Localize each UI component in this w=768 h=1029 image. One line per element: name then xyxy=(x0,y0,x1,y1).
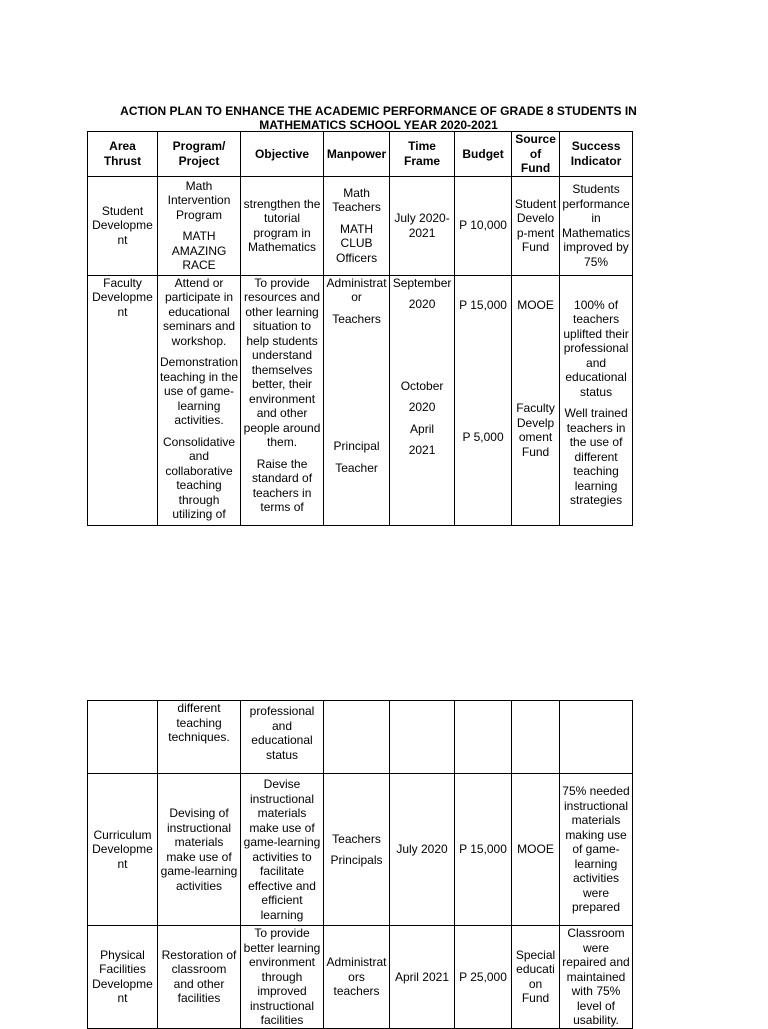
manpower-cell: Teachers Principals xyxy=(324,774,390,926)
header-area-thrust: Area Thrust xyxy=(88,132,158,177)
table-row-curriculum-development xyxy=(88,774,633,926)
header-budget: Budget xyxy=(455,132,512,177)
objective-cell: strengthen the tutorial program in Mathematics xyxy=(241,176,324,275)
header-row xyxy=(88,132,633,177)
action-plan-table-page-2 xyxy=(87,700,633,1029)
area-thrust-cell: Student Developme nt xyxy=(88,176,158,275)
program-cell: Attend or participate in educational seminars and workshop. Demonstration teaching in the use of game-learning activities. Consolidative and collaborative teaching through utilizing of xyxy=(158,275,241,525)
header-success-indicator: Success Indicator xyxy=(560,132,633,177)
program-cell: Math Intervention Program MATH AMAZING RACE xyxy=(158,176,241,275)
time-frame-cell: April 2021 xyxy=(390,926,455,1029)
objective-cell: professional and educational status xyxy=(241,701,324,774)
time-frame-cell xyxy=(390,701,455,774)
budget-cell xyxy=(455,701,512,774)
manpower-cell: Administrat or Teachers Principal Teacher xyxy=(324,275,390,525)
table-row-physical-facilities xyxy=(88,926,633,1029)
header-source-of-fund: Source of Fund xyxy=(512,132,560,177)
objective-cell: To provide better learning environment through improved instructional facilities xyxy=(241,926,324,1029)
area-thrust-cell: Faculty Developme nt xyxy=(88,275,158,525)
header-time-frame: Time Frame xyxy=(390,132,455,177)
header-objective: Objective xyxy=(241,132,324,177)
time-frame-cell: July 2020 xyxy=(390,774,455,926)
time-frame-cell: September 2020 October 2020 April 2021 xyxy=(390,275,455,525)
budget-cell: P 10,000 xyxy=(455,176,512,275)
action-plan-table-page-1 xyxy=(87,131,633,526)
source-of-fund-cell xyxy=(512,701,560,774)
header-program-project: Program/ Project xyxy=(158,132,241,177)
program-cell: Restoration of classroom and other facilities xyxy=(158,926,241,1029)
area-thrust-cell: Curriculum Developme nt xyxy=(88,774,158,926)
program-cell: Devising of instructional materials make use of game-learning activities xyxy=(158,774,241,926)
objective-cell: To provide resources and other learning situation to help students understand themselves better, their environment and other people around them. Raise the standard of teachers in terms of xyxy=(241,275,324,525)
budget-cell: P 15,000 xyxy=(455,774,512,926)
manpower-cell xyxy=(324,701,390,774)
document-title: ACTION PLAN TO ENHANCE THE ACADEMIC PERFORMANCE OF GRADE 8 STUDENTS IN MATHEMATICS SCHOOL YEAR 2020-2021 xyxy=(120,104,637,132)
source-of-fund-cell: Special educati on Fund xyxy=(512,926,560,1029)
time-frame-cell: July 2020-2021 xyxy=(390,176,455,275)
table-row-student-development xyxy=(88,176,633,275)
objective-cell: Devise instructional materials make use of game-learning activities to facilitate effective and efficient learning xyxy=(241,774,324,926)
success-indicator-cell: 75% needed instructional materials making use of game-learning activities were prepared xyxy=(560,774,633,926)
area-thrust-cell xyxy=(88,701,158,774)
success-indicator-cell: Students performance in Mathematics improved by 75% xyxy=(560,176,633,275)
source-of-fund-cell: MOOE xyxy=(512,774,560,926)
budget-cell: P 15,000 P 5,000 xyxy=(455,275,512,525)
manpower-cell: Administrat ors teachers xyxy=(324,926,390,1029)
source-of-fund-cell: MOOE Faculty Develp oment Fund xyxy=(512,275,560,525)
budget-cell: P 25,000 xyxy=(455,926,512,1029)
success-indicator-cell: Classroom were repaired and maintained with 75% level of usability. xyxy=(560,926,633,1029)
success-indicator-cell xyxy=(560,701,633,774)
manpower-cell: Math Teachers MATH CLUB Officers xyxy=(324,176,390,275)
source-of-fund-cell: Student Develo p-ment Fund xyxy=(512,176,560,275)
area-thrust-cell: Physical Facilities Developme nt xyxy=(88,926,158,1029)
header-manpower: Manpower xyxy=(324,132,390,177)
program-cell: different teaching techniques. xyxy=(158,701,241,774)
table-row-faculty-continued xyxy=(88,701,633,774)
success-indicator-cell: 100% of teachers uplifted their professional and educational status Well trained teachers in the use of different teaching learning strategies xyxy=(560,275,633,525)
table-row-faculty-development xyxy=(88,275,633,525)
